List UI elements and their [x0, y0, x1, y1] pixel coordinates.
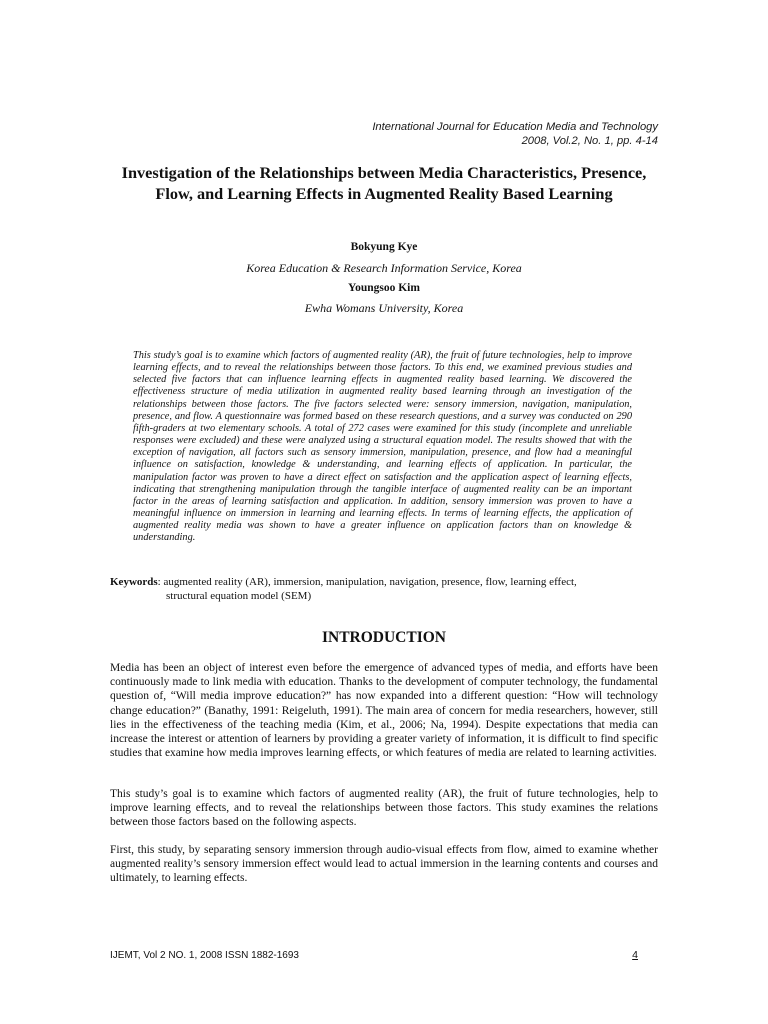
keywords-list-continued: structural equation model (SEM) — [166, 589, 312, 602]
footer-citation: IJEMT, Vol 2 NO. 1, 2008 ISSN 1882-1693 — [110, 950, 299, 961]
body-paragraph-1: Media has been an object of interest even before the emergence of advanced types of media, and efforts have been continuously made to link media with education. Thanks to the development of computer technology, the fundamental question of, “Will media improve education?” has now expanded into a different question: “How will technology change education?” (Banathy, 1991: Reigeluth, 1991). The main area of concern for media researchers, however, still lies in the effectiveness of the teaching media (Kim, et al., 2006; Na, 1994). Despite expectations that media can increase the interest or attention of learners by providing a greater variety of information, it is difficult to find specific studies that examine how media improves learning effects, or which features of media are related to learning activities. — [110, 662, 658, 760]
body-paragraph-2: This study’s goal is to examine which factors of augmented reality (AR), the fruit of future technologies, help to improve learning effects, and to reveal the relationships between those factors. This study examines the relations between those factors based on the following aspects. — [110, 788, 658, 829]
keywords-label: Keywords — [110, 576, 158, 588]
author-affiliation-2: Ewha Womans University, Korea — [304, 301, 464, 315]
body-paragraph-3: First, this study, by separating sensory immersion through audio-visual effects from flow, aimed to examine whether augmented reality’s sensory immersion effect would lead to actual immersion in the learning contents and courses and ultimately, to learning effects. — [110, 844, 658, 885]
author-name-1: Bokyung Kye — [350, 241, 418, 253]
keywords — [110, 576, 632, 603]
paper-title: Investigation of the Relationships between Media Characteristics, Presence, Flow, and Learning Effects in Augmented Reality Based Learning — [121, 163, 647, 203]
section-heading: INTRODUCTION — [321, 629, 446, 646]
journal-issue: 2008, Vol.2, No. 1, pp. 4-14 — [521, 134, 658, 147]
keywords-list: : augmented reality (AR), immersion, manipulation, navigation, presence, flow, learning effect, — [157, 576, 577, 588]
author-affiliation-1: Korea Education & Research Information Service, Korea — [246, 261, 522, 275]
abstract: This study’s goal is to examine which factors of augmented reality (AR), the fruit of future technologies, help to improve learning effects, and to reveal the relationships between those factors. To this end, we examined previous studies and selected five factors that can influence learning effects in augmented reality based learning. We discovered the effectiveness structure of media utilization in augmented reality based learning through an investigation of the relationships between those factors. The five factors selected were: sensory immersion, navigation, manipulation, presence, and flow. A questionnaire was formed based on these research questions, and a survey was conducted on 290 fifth-graders at two elementary schools. A total of 272 cases were examined for this study (incomplete and unreliable responses were excluded) and these were analyzed using a structural equation model. The results showed that with the exception of navigation, all factors such as sensory immersion, manipulation, presence, and flow had a meaningful influence on satisfaction, knowledge & understanding, and learning effects of application. In particular, the manipulation factor was proven to have a direct effect on satisfaction and the application aspect of learning effects, indicating that strengthening manipulation through the tangible interface of augmented reality can be an important factor in the areas of learning satisfaction and application. In addition, sensory immersion was proven to have a meaningful influence on immersion in learning and learning effects. In terms of learning effects, the application of augmented reality media was shown to have a greater influence on application factors than on knowledge & understanding. — [133, 350, 632, 544]
page-number: 4 — [632, 949, 638, 961]
author-name-2: Youngsoo Kim — [348, 282, 420, 294]
journal-header — [372, 121, 658, 148]
journal-name: International Journal for Education Media and Technology — [372, 121, 658, 133]
